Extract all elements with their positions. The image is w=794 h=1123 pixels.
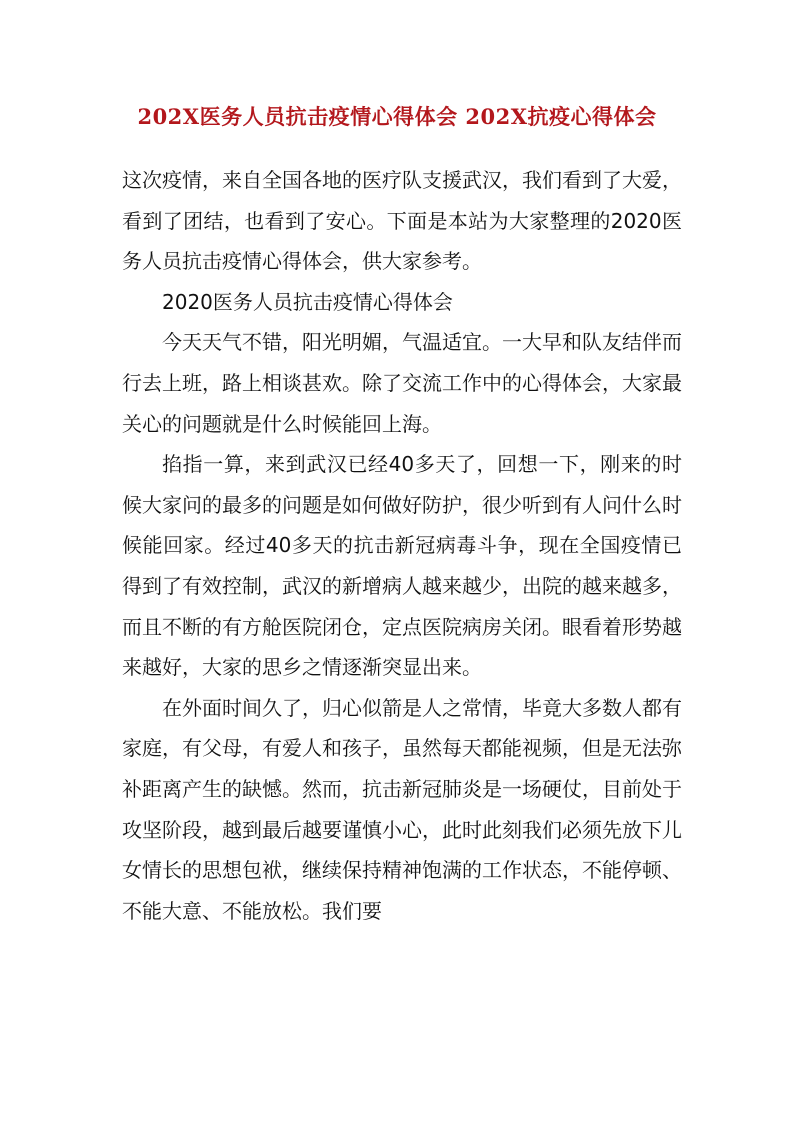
section-heading: 2020医务人员抗击疫情心得体会 (162, 289, 453, 314)
body-paragraph: 今天天气不错，阳光明媚，气温适宜。一大早和队友结伴而行去上班，路上相谈甚欢。除了交流工作中的心得体会，大家最关心的问题就是什么时候能回上海。 (122, 330, 682, 436)
document-body (122, 160, 682, 931)
document-title: 202X医务人员抗击疫情心得体会 202X抗疫心得体会 (137, 104, 657, 129)
body-paragraph: 掐指一算，来到武汉已经40多天了，回想一下，刚来的时候大家问的最多的问题是如何做好防护，很少听到有人问什么时候能回家。经过40多天的抗击新冠病毒斗争，现在全国疫情已得到了有效控制，武汉的新增病人越来越少，出院的越来越多，而且不断的有方舱医院闭仓，定点医院病房关闭。眼看着形势越来越好，大家的思乡之情逐渐突显出来。 (122, 452, 682, 680)
body-paragraph: 在外面时间久了，归心似箭是人之常情，毕竟大多数人都有家庭，有父母，有爱人和孩子，虽然每天都能视频，但是无法弥补距离产生的缺憾。然而，抗击新冠肺炎是一场硬仗，目前处于攻坚阶段，越到最后越要谨慎小心，此时此刻我们必须先放下儿女情长的思想包袱，继续保持精神饱满的工作状态，不能停顿、不能大意、不能放松。我们要 (122, 695, 682, 923)
intro-paragraph: 这次疫情，来自全国各地的医疗队支援武汉，我们看到了大爱，看到了团结，也看到了安心。下面是本站为大家整理的2020医务人员抗击疫情心得体会，供大家参考。 (122, 168, 682, 274)
